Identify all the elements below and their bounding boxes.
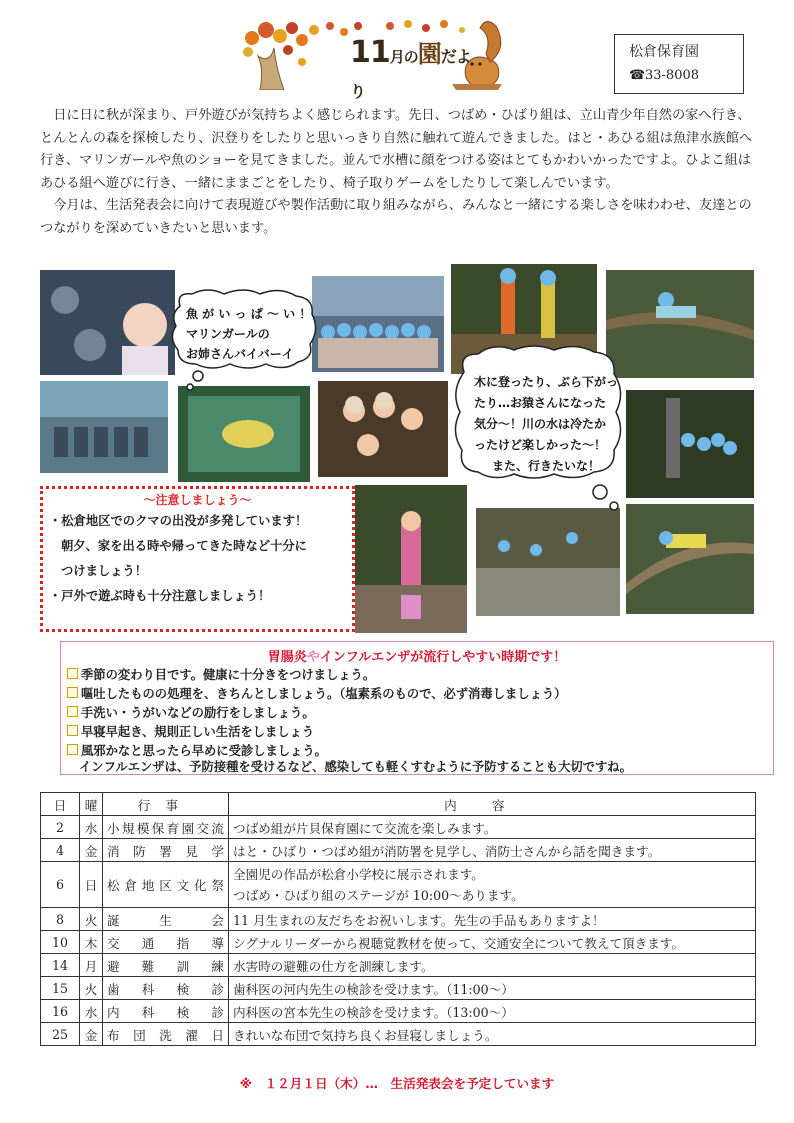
- row-event: 布団洗濯日: [103, 1023, 229, 1046]
- row-dow: 月: [80, 954, 103, 977]
- table-row: [41, 908, 756, 931]
- photo-climbing-tree: [626, 504, 754, 614]
- school-phone: 33-8008: [645, 68, 700, 83]
- schedule-table: [40, 792, 756, 1046]
- photo-aquarium-child: [40, 270, 175, 375]
- flu-item: [67, 684, 566, 702]
- table-row: [41, 839, 756, 862]
- checkbox-icon: [67, 744, 78, 755]
- caution-line: つけましょう！: [61, 564, 148, 578]
- checkbox-icon: [67, 725, 78, 736]
- title-part-garden: 園: [417, 40, 441, 68]
- row-dow: 木: [80, 931, 103, 954]
- school-name: 松倉保育園: [629, 44, 699, 60]
- row-event: 歯科検診: [103, 977, 229, 1000]
- flu-title: [61, 646, 773, 665]
- bubble-forest-line: 気分～！川の水は冷たか: [474, 417, 607, 431]
- caution-line: ・戸外で遊ぶ時も十分注意しましょう！: [49, 589, 271, 603]
- checkbox-icon: [67, 687, 78, 698]
- caution-title: ～注意しましょう～: [143, 493, 252, 507]
- row-dow: 水: [80, 1000, 103, 1023]
- row-day: 4: [41, 839, 80, 862]
- row-event: 松倉地区文化祭: [103, 862, 229, 908]
- row-event: 内科検診: [103, 1000, 229, 1023]
- header-content: 内容: [229, 793, 756, 816]
- row-event: 交通指導: [103, 931, 229, 954]
- checkbox-icon: [67, 668, 78, 679]
- row-content: きれいな布団で気持ち良くお昼寝しましょう。: [229, 1023, 756, 1046]
- school-info-box: [614, 34, 744, 94]
- row-content: 11 月生まれの友だちをお祝いします。先生の手品もありますよ！: [229, 908, 756, 931]
- bubble-forest-line: たり…お猿さんになった: [474, 396, 607, 410]
- row-content: はと・ひばり・つばめ組が消防署を見学し、消防士さんから話を聞きます。: [229, 839, 756, 862]
- table-row: [41, 1000, 756, 1023]
- row-event: 小規模保育園交流: [103, 816, 229, 839]
- intro-paragraph-1: 日に日に秋が深まり、戸外遊びが気持ちよく感じられます。先日、つばめ・ひばり組は、立山青少年自然の家へ行き、とんとんの森を探検したり、沢登りをしたりと思いっきり自然に触れて遊んできました。はと・あひる組は魚津水族館へ行き、マリンガールや魚のショーを見てきました。並んで水槽に顔をつける姿はとてもかわいかったですよ。ひよこ組はあひる組へ遊びに行き、一緒にままごとをしたり、椅子取りゲームをしたりして楽しんでいます。: [40, 108, 753, 191]
- flu-item-text: 風邪かなと思ったら早めに受診しましょう。: [81, 744, 327, 758]
- row-dow: 水: [80, 816, 103, 839]
- row-event: 誕生会: [103, 908, 229, 931]
- table-row: [41, 1023, 756, 1046]
- flu-item: [67, 722, 314, 740]
- header-dow: 曜: [80, 793, 103, 816]
- caution-line: 朝夕、家を出る時や帰ってきた時など十分に: [61, 539, 307, 553]
- row-content: 歯科医の河内先生の検診を受けます。（11:00～）: [229, 977, 756, 1000]
- row-dow: 金: [80, 1023, 103, 1046]
- flu-item-text: 手洗い・うがいなどの励行をしましょう。: [81, 706, 315, 720]
- row-day: 8: [41, 908, 80, 931]
- row-content: 水害時の避難の仕方を訓練します。: [229, 954, 756, 977]
- row-content: 内科医の宮本先生の検診を受けます。（13:00～）: [229, 1000, 756, 1023]
- row-day: 14: [41, 954, 80, 977]
- checkbox-icon: [67, 706, 78, 717]
- bubble-aquarium-line: 魚 が い っ ぱ ～ い ！: [186, 307, 312, 321]
- row-content-line: 全園児の作品が松倉小学校に展示されます。: [233, 866, 484, 882]
- bubble-forest-line: 木に登ったり、ぶら下がっ: [474, 375, 619, 389]
- table-header-row: [41, 793, 756, 816]
- bear-caution-box: [40, 486, 355, 632]
- intro-paragraph-2: 今月は、生活発表会に向けて表現遊びや製作活動に取り組みながら、みんなと一緒にする楽しさを味わわせ、友達とのつながりを深めていきたいと思います。: [40, 198, 752, 236]
- row-content: シグナルリーダーから視聴覚教材を使って、交通安全について教えて頂きます。: [229, 931, 756, 954]
- intro-text: [40, 105, 755, 241]
- table-row: [41, 931, 756, 954]
- row-content: [229, 862, 756, 908]
- row-day: 6: [41, 862, 80, 908]
- row-content-line: つばめ・ひばり組のステージが 10:00～あります。: [233, 887, 524, 903]
- newsletter-title: [350, 30, 480, 101]
- flu-item: [67, 703, 315, 721]
- flu-title-influenza: インフルエンザ: [319, 650, 411, 665]
- row-event: 消防署見学: [103, 839, 229, 862]
- photo-aquarium-tank: [40, 381, 168, 473]
- bubble-aquarium-text: [186, 304, 311, 364]
- photo-tree-hanging: [606, 270, 754, 378]
- caution-line: ・松倉地区でのクマの出没が多発しています！: [49, 514, 308, 528]
- title-part-tail: だより: [350, 47, 471, 101]
- row-dow: 金: [80, 839, 103, 862]
- bubble-aquarium-line: マリンガールの: [186, 327, 270, 341]
- flu-item-text: 季節の変わり目です。健康に十分きをつけましょう。: [81, 668, 376, 682]
- row-dow: 火: [80, 908, 103, 931]
- row-event: 避難訓練: [103, 954, 229, 977]
- row-day: 15: [41, 977, 80, 1000]
- bubble-forest-text: [474, 372, 618, 477]
- flu-title-connector: や: [306, 650, 320, 665]
- photo-stream-walk: [476, 508, 620, 616]
- header-day: 日: [41, 793, 80, 816]
- row-dow: 火: [80, 977, 103, 1000]
- flu-notice-box: [60, 641, 774, 775]
- flu-item-text: 嘔吐したものの処理を、きちんとしましょう。（塩素系のもので、必ず消毒しましょう）: [81, 687, 567, 701]
- row-day: 25: [41, 1023, 80, 1046]
- title-month: 11: [350, 35, 390, 70]
- flu-item-text: 早寝早起き、規則正しい生活をしましょう: [81, 725, 315, 739]
- photo-forest-group: [626, 390, 754, 498]
- table-row: [41, 862, 756, 908]
- bubble-aquarium-line: お姉さんバイバーイ: [186, 347, 294, 361]
- table-row: [41, 954, 756, 977]
- table-row: [41, 977, 756, 1000]
- row-dow: 日: [80, 862, 103, 908]
- phone-icon: ☎: [629, 68, 646, 83]
- title-part-main: 月の: [389, 48, 418, 66]
- footer-note: ※ １２月１日（木）… 生活発表会を予定しています: [239, 1076, 555, 1091]
- photo-fish-tank: [178, 386, 310, 482]
- photo-children-at-glass: [318, 381, 448, 477]
- header-event: 行事: [103, 793, 229, 816]
- row-day: 10: [41, 931, 80, 954]
- tree-icon: [243, 22, 362, 90]
- bubble-forest-line: ったけど楽しかった～！: [474, 438, 607, 452]
- row-content: つばめ組が片貝保育園にて交流を楽しみます。: [229, 816, 756, 839]
- table-row: [41, 816, 756, 839]
- flu-title-gastro: 胃腸炎: [267, 650, 307, 665]
- title-text: [350, 34, 480, 105]
- flu-note: インフルエンザは、予防接種を受けるなど、感染しても軽くすむように予防することも大切ですね。: [79, 760, 632, 774]
- photo-aquarium-group: [312, 276, 444, 372]
- flu-item: [67, 665, 375, 683]
- flu-title-rest: が流行しやすい時期です！: [410, 650, 567, 665]
- row-day: 16: [41, 1000, 80, 1023]
- row-day: 2: [41, 816, 80, 839]
- bubble-forest-line: また、行きたいな！: [492, 459, 601, 473]
